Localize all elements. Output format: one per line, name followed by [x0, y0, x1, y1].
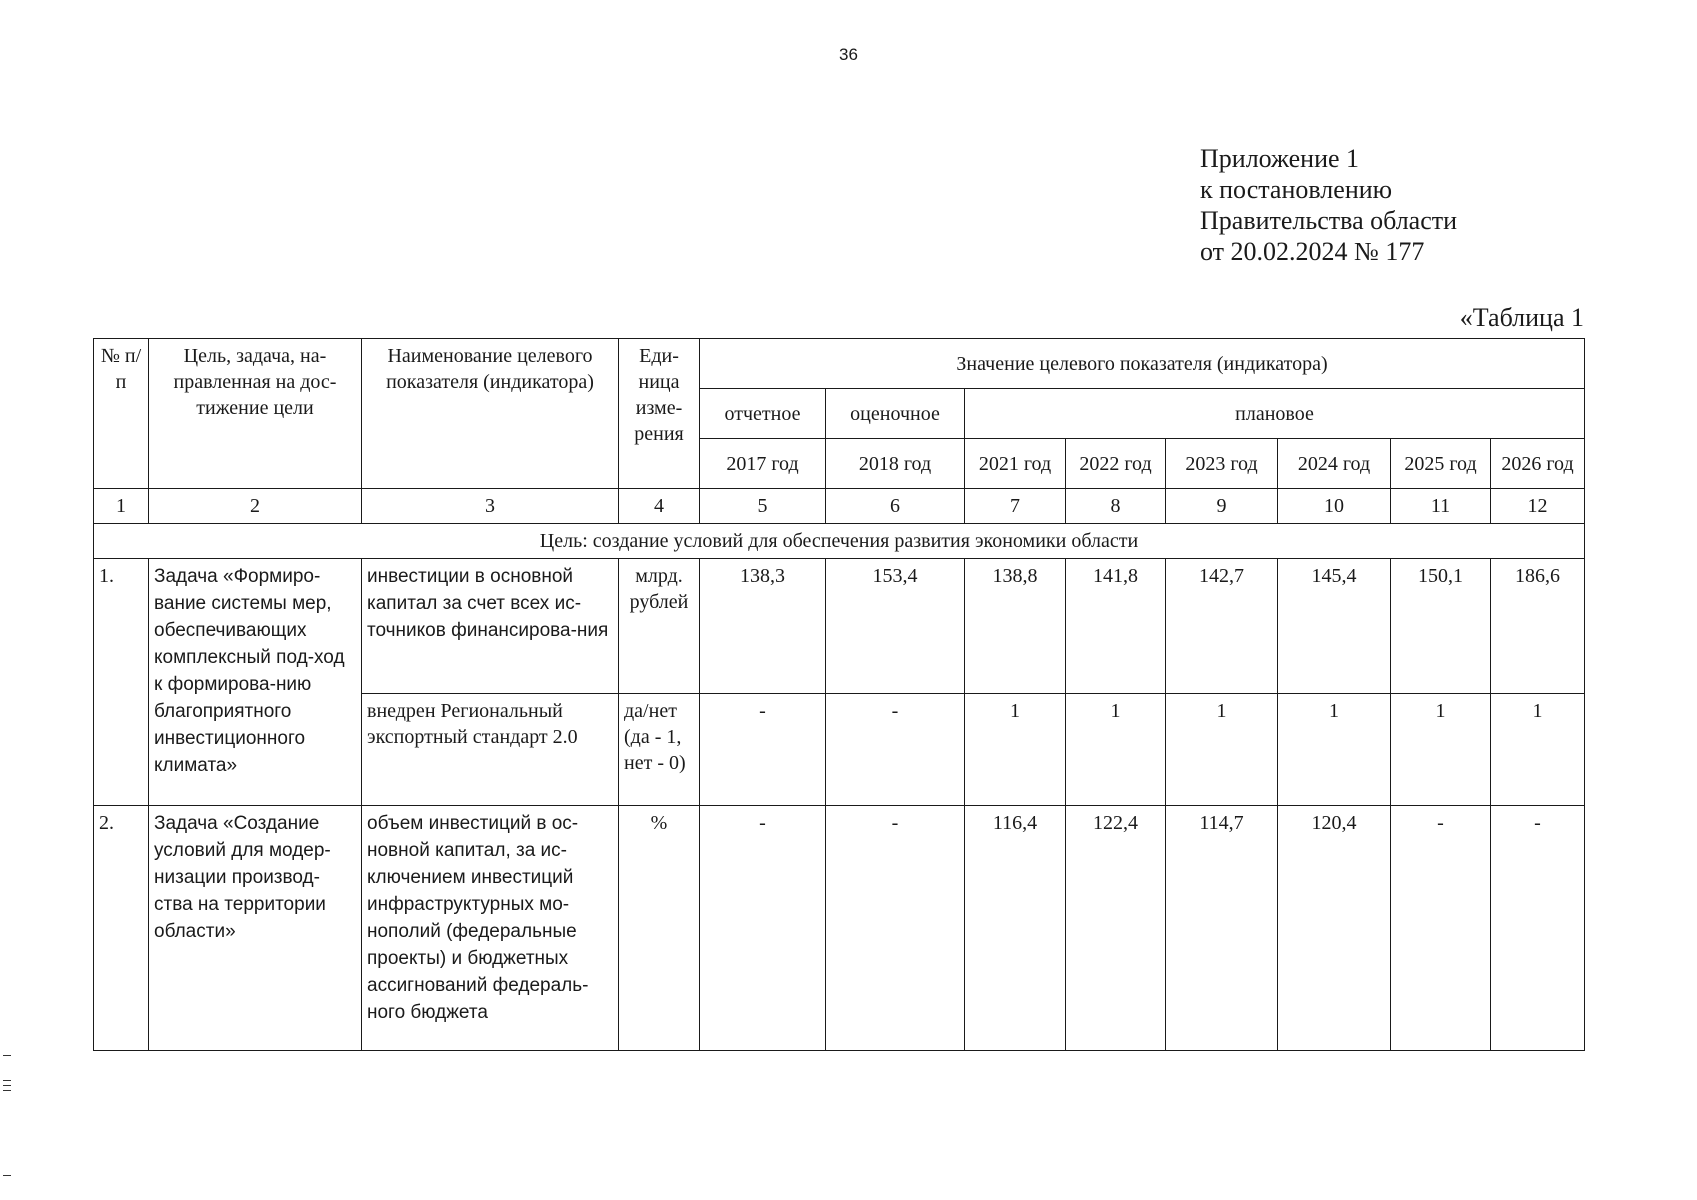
header-planned: плановое [965, 389, 1585, 439]
header-unit: Еди-ница изме-рения [619, 339, 700, 489]
header-year: 2023 год [1166, 439, 1278, 489]
indicator-unit: млрд. рублей [619, 559, 700, 694]
indicator-unit: да/нет (да - 1, нет - 0) [619, 694, 700, 806]
value-cell: - [826, 694, 965, 806]
header-num: № п/п [94, 339, 149, 489]
task-text: Задача «Формиро-вание системы мер, обеспечивающих комплексный под-ход к формирова-нию благоприятного инвестиционного климата» [149, 559, 362, 806]
value-cell: 116,4 [965, 806, 1066, 1051]
scan-mark [3, 1055, 11, 1056]
column-number: 4 [619, 489, 700, 524]
appendix-line: к постановлению [1200, 175, 1393, 204]
value-cell: 1 [1491, 694, 1585, 806]
appendix-heading [1200, 143, 1457, 267]
header-value-group: Значение целевого показателя (индикатора) [700, 339, 1585, 389]
value-cell: 1 [1391, 694, 1491, 806]
value-cell: 1 [1166, 694, 1278, 806]
value-cell: 1 [965, 694, 1066, 806]
table-caption: «Таблица 1 [1459, 303, 1584, 332]
value-cell: 141,8 [1066, 559, 1166, 694]
column-number: 12 [1491, 489, 1585, 524]
header-year: 2026 год [1491, 439, 1585, 489]
header-estimated: оценочное [826, 389, 965, 439]
value-cell: - [1491, 806, 1585, 1051]
column-number: 9 [1166, 489, 1278, 524]
header-year: 2021 год [965, 439, 1066, 489]
value-cell: - [826, 806, 965, 1051]
indicator-unit: % [619, 806, 700, 1051]
value-cell: 186,6 [1491, 559, 1585, 694]
column-number: 6 [826, 489, 965, 524]
value-cell: - [1391, 806, 1491, 1051]
header-indicator-name: Наименование целевого показателя (индикатора) [362, 339, 619, 489]
value-cell: - [700, 806, 826, 1051]
indicator-name: инвестиции в основной капитал за счет всех ис-точников финансирова-ния [362, 559, 619, 694]
task-number: 1. [94, 559, 149, 806]
task-number: 2. [94, 806, 149, 1051]
value-cell: 138,3 [700, 559, 826, 694]
header-year: 2025 год [1391, 439, 1491, 489]
value-cell: 114,7 [1166, 806, 1278, 1051]
column-number: 11 [1391, 489, 1491, 524]
table-row [94, 559, 1585, 694]
header-year: 2018 год [826, 439, 965, 489]
value-cell: 1 [1278, 694, 1391, 806]
column-number: 8 [1066, 489, 1166, 524]
column-number: 2 [149, 489, 362, 524]
goal-row [94, 524, 1585, 559]
header-year: 2017 год [700, 439, 826, 489]
appendix-line: от 20.02.2024 № 177 [1200, 237, 1425, 266]
scan-mark [3, 1090, 11, 1091]
value-cell: 153,4 [826, 559, 965, 694]
indicators-table [93, 338, 1585, 1051]
value-cell: 138,8 [965, 559, 1066, 694]
header-year: 2022 год [1066, 439, 1166, 489]
task-text: Задача «Создание условий для модер-низации производ-ства на территории области» [149, 806, 362, 1051]
value-cell: 145,4 [1278, 559, 1391, 694]
value-cell: 120,4 [1278, 806, 1391, 1051]
indicator-name: объем инвестиций в ос-новной капитал, за ис-ключением инвестиций инфраструктурных мо-нополий (федеральные проекты) и бюджетных ассигнований федераль-ного бюджета [362, 806, 619, 1051]
value-cell: 122,4 [1066, 806, 1166, 1051]
scan-mark [3, 1080, 11, 1081]
page-number: 36 [839, 45, 858, 64]
column-number: 5 [700, 489, 826, 524]
value-cell: - [700, 694, 826, 806]
column-number: 10 [1278, 489, 1391, 524]
column-number: 7 [965, 489, 1066, 524]
column-number: 3 [362, 489, 619, 524]
column-number: 1 [94, 489, 149, 524]
indicator-name: внедрен Региональный экспортный стандарт 2.0 [362, 694, 619, 806]
value-cell: 1 [1066, 694, 1166, 806]
value-cell: 142,7 [1166, 559, 1278, 694]
table-row [94, 806, 1585, 1051]
scan-mark [3, 1085, 11, 1086]
appendix-line: Правительства области [1200, 206, 1458, 235]
column-number-row [94, 489, 1585, 524]
value-cell: 150,1 [1391, 559, 1491, 694]
header-year: 2024 год [1278, 439, 1391, 489]
scan-mark [3, 1175, 11, 1176]
appendix-line: Приложение 1 [1200, 144, 1360, 173]
header-reporting: отчетное [700, 389, 826, 439]
header-goal-task: Цель, задача, на-правленная на дос-тижение цели [149, 339, 362, 489]
goal-text: Цель: создание условий для обеспечения развития экономики области [94, 524, 1585, 559]
